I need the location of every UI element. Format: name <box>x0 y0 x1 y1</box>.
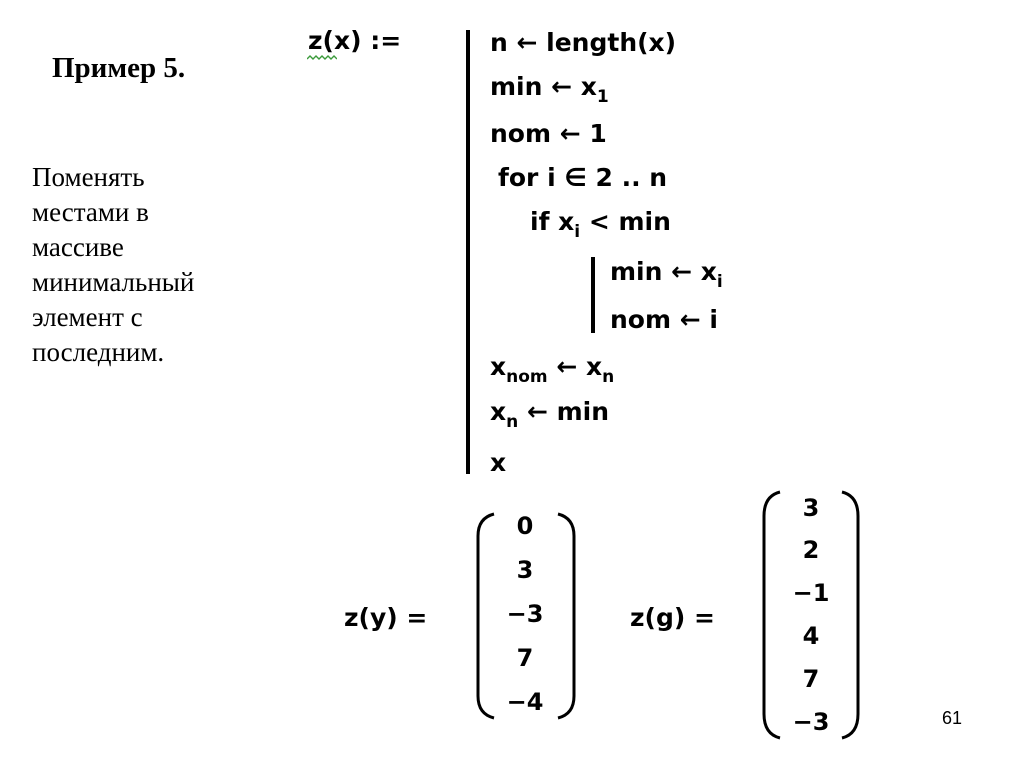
task-description <box>32 160 262 370</box>
matrix-value: 2 <box>802 536 820 564</box>
if-block-bar <box>591 257 595 333</box>
function-header: z(x) := <box>308 26 402 55</box>
task-line: Поменять <box>32 162 145 192</box>
matrix-value: 7 <box>802 665 820 693</box>
task-line: последним. <box>32 337 165 367</box>
matrix-value: 3 <box>802 494 820 522</box>
matrix-value: −3 <box>506 600 544 628</box>
code-line-n: n ← length(x) <box>490 28 677 57</box>
spellcheck-squiggle <box>307 55 337 61</box>
code-line-if: if $x_i < \min$ <box>530 207 671 242</box>
matrix-value: 3 <box>516 556 534 584</box>
matrix-value: 4 <box>802 622 820 650</box>
code-line-min: min ← $x_1$ <box>490 72 609 107</box>
task-line: массиве <box>32 232 124 262</box>
result-label-zy: z(y) = <box>344 603 428 632</box>
code-line-swap-n: $x_n$ ← min <box>490 397 610 432</box>
code-line-min-assign: min ← $x_i$ <box>610 257 723 292</box>
code-line-nom: nom ← 1 <box>490 119 607 148</box>
program-block-bar <box>466 30 470 474</box>
task-line: местами в <box>32 197 149 227</box>
matrix-value: −3 <box>792 708 830 736</box>
result-label-zg: z(g) = <box>630 603 715 632</box>
task-line: минимальный <box>32 267 195 297</box>
matrix-value: −4 <box>506 688 544 716</box>
matrix-value: 0 <box>516 512 534 540</box>
page-number: 61 <box>942 708 963 728</box>
code-line-swap-nom: $x_{nom}$ ← $x_n$ <box>490 352 615 387</box>
matrix-value: 7 <box>516 644 534 672</box>
code-line-for: for i ∈ 2 .. n <box>498 163 668 192</box>
right-paren <box>840 490 862 740</box>
code-line-return: x <box>490 448 507 477</box>
matrix-value: −1 <box>792 579 830 607</box>
slide-title: Пример 5. <box>52 52 186 84</box>
left-paren <box>760 490 782 740</box>
code-line-nom-assign: nom ← i <box>610 305 718 334</box>
task-line: элемент с <box>32 302 143 332</box>
